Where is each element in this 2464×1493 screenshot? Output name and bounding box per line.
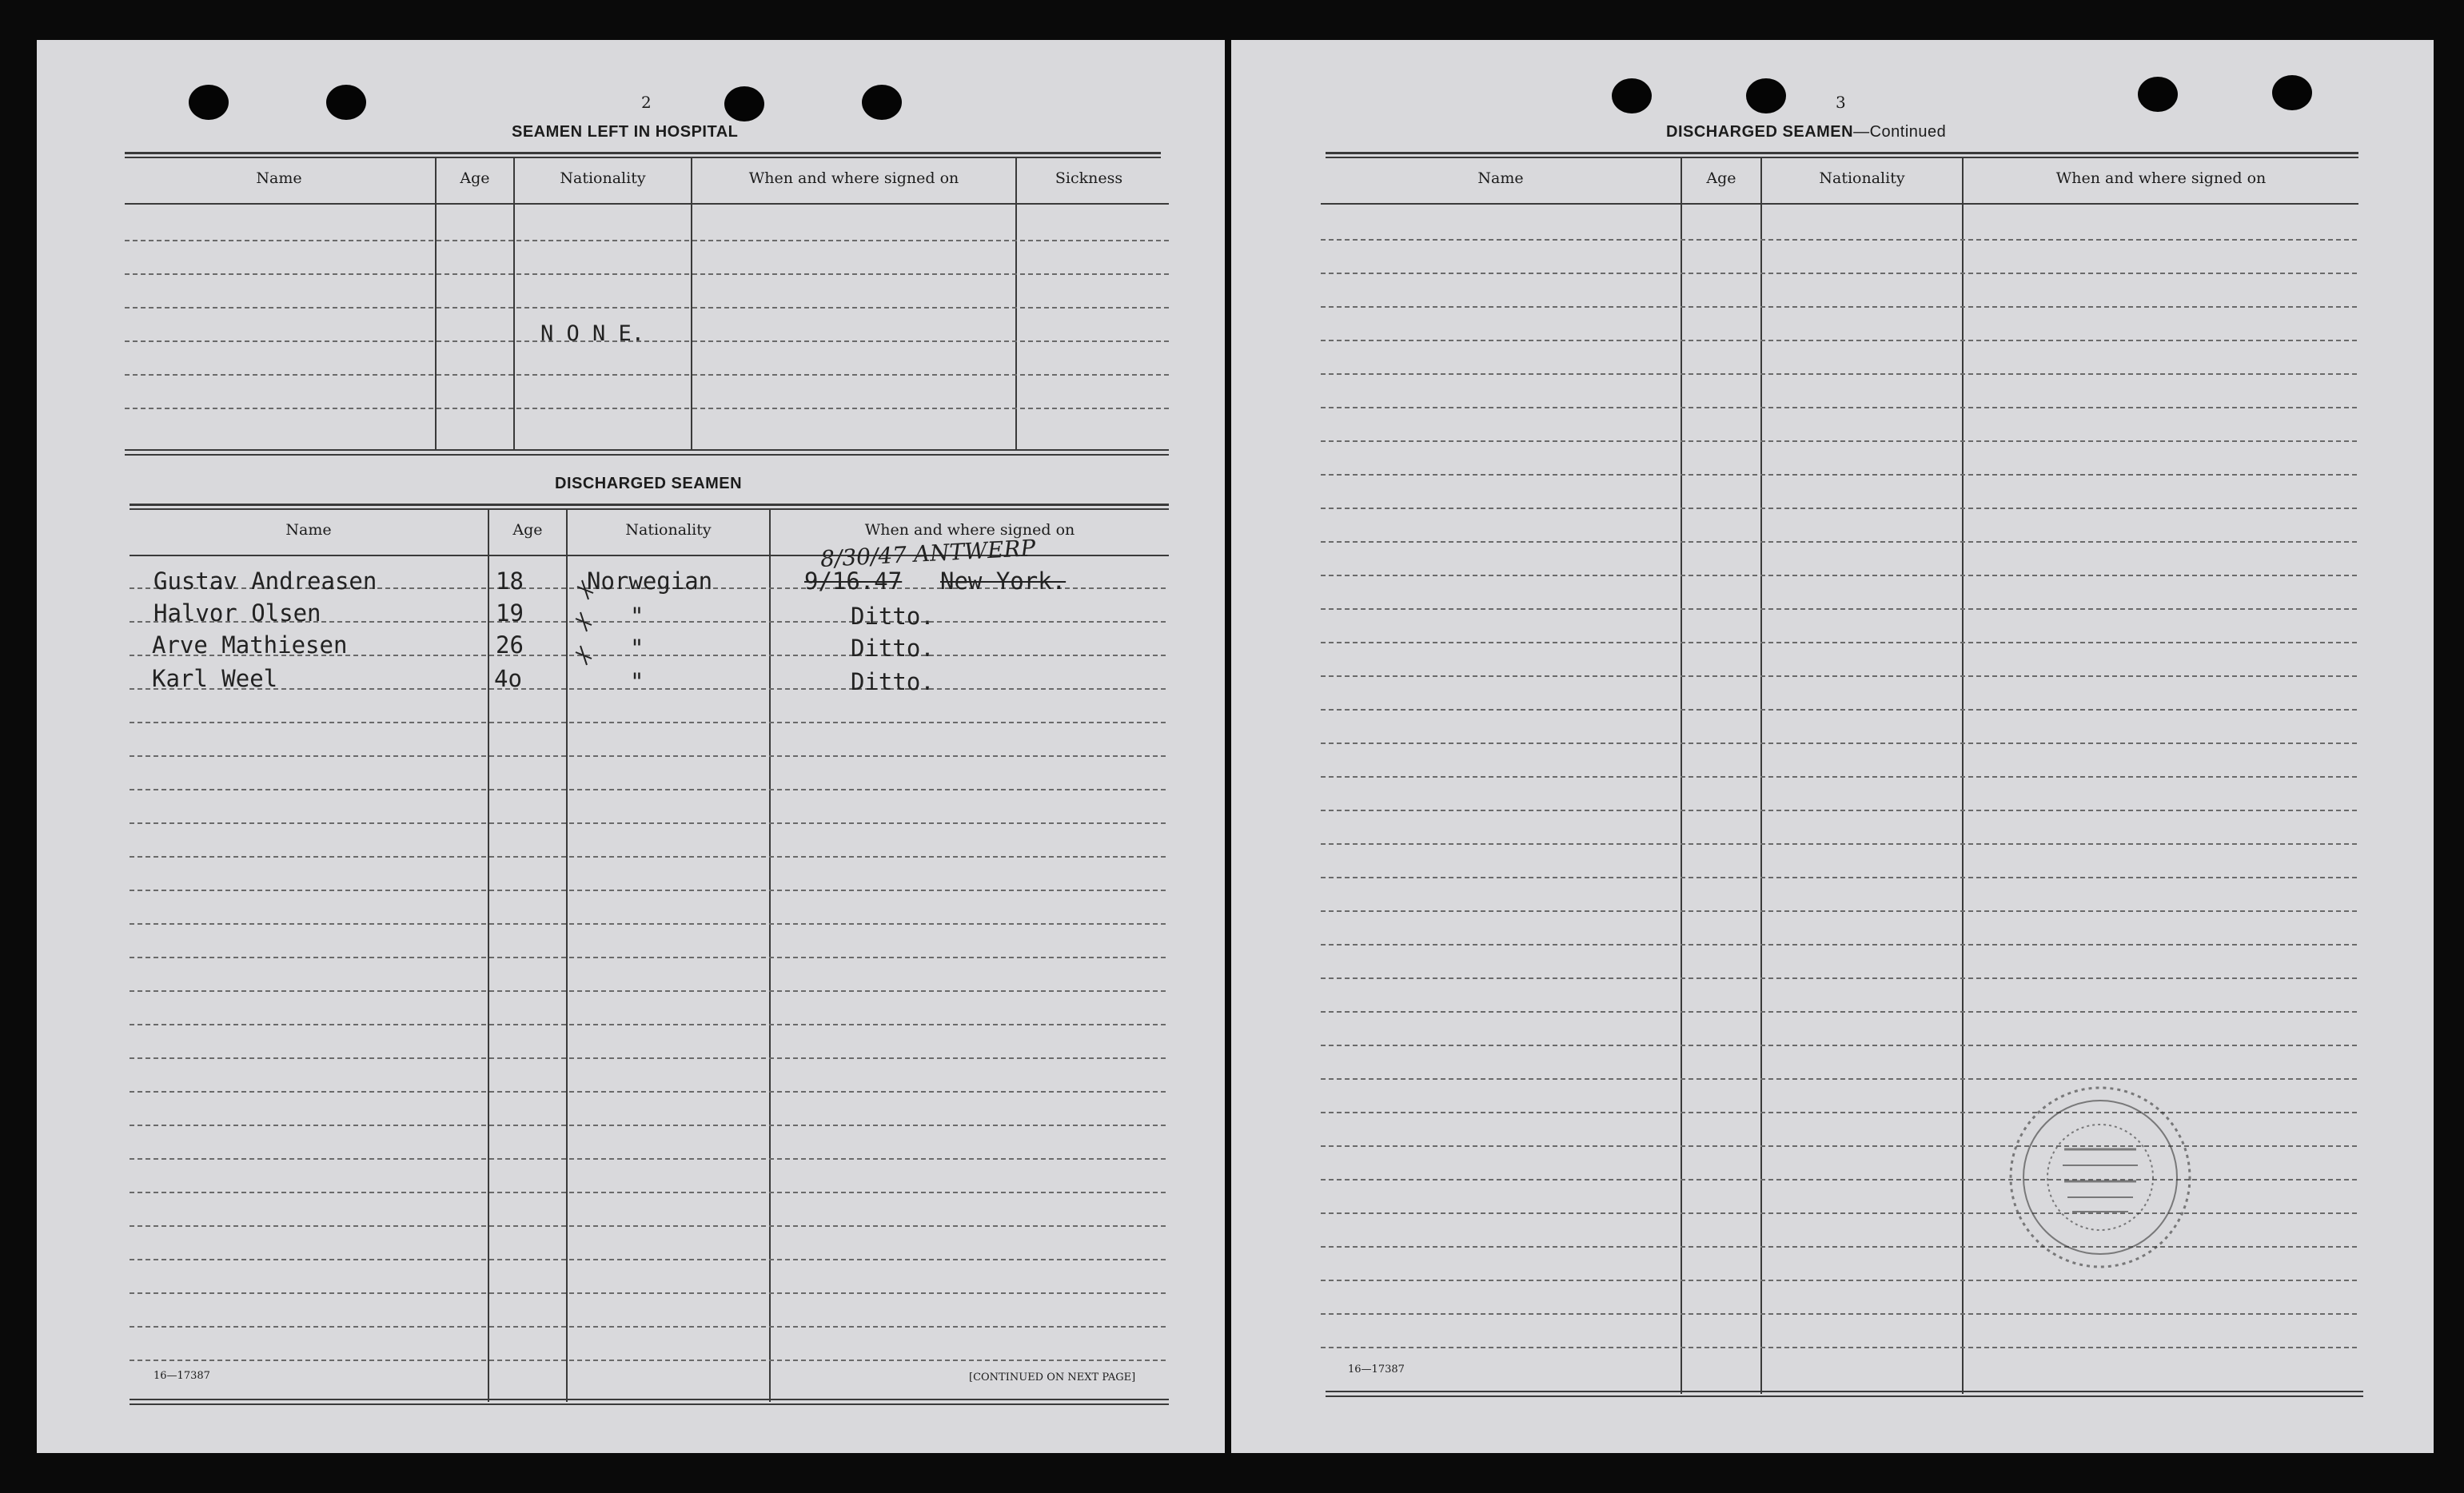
continued-section-title: DISCHARGED SEAMEN—Continued [1666, 123, 1947, 141]
discharged-col-name: Name [285, 521, 332, 539]
seaman-nationality: " [630, 668, 644, 695]
left-page [37, 40, 1225, 1453]
page-number: 3 [1836, 93, 1846, 112]
seaman-name: Halvor Olsen [154, 599, 321, 627]
hospital-col-nationality: Nationality [560, 169, 646, 187]
page-number: 2 [641, 93, 652, 112]
seaman-nationality: " [630, 635, 644, 662]
seaman-name: Karl Weel [152, 665, 278, 692]
signed-on-ditto: Ditto. [851, 668, 935, 695]
dashed-ruling [37, 40, 1225, 1453]
continued-col-signed-on: When and where signed on [2055, 169, 2267, 187]
seaman-name: Gustav Andreasen [154, 567, 377, 595]
signed-on-ditto: Ditto. [851, 635, 935, 662]
seaman-age: 26 [496, 631, 524, 659]
hospital-none-entry: N O N E. [540, 321, 645, 346]
discharged-section-title: DISCHARGED SEAMEN [555, 475, 743, 492]
hospital-section-title: SEAMEN LEFT IN HOSPITAL [512, 123, 739, 141]
received-date-stamp [2000, 1077, 2200, 1277]
signed-on-place-struck: New York. [940, 567, 1067, 595]
right-page [1231, 40, 2434, 1453]
seaman-age: 4o [494, 665, 522, 692]
discharged-col-signed-on: When and where signed on [864, 521, 1075, 539]
hospital-col-sickness: Sickness [1055, 169, 1123, 187]
continued-note: [CONTINUED ON NEXT PAGE] [969, 1372, 1136, 1384]
continued-col-nationality: Nationality [1819, 169, 1905, 187]
seaman-nationality: " [630, 603, 644, 630]
hospital-col-age: Age [460, 169, 490, 187]
seaman-age: 19 [496, 599, 524, 627]
dashed-ruling [1231, 40, 2434, 1453]
discharged-col-age: Age [512, 521, 543, 539]
seaman-age: 18 [496, 567, 524, 595]
hospital-col-name: Name [256, 169, 302, 187]
seaman-name: Arve Mathiesen [152, 631, 348, 659]
seaman-nationality: Norwegian [587, 567, 713, 595]
continued-col-name: Name [1477, 169, 1524, 187]
handwritten-correction: 8/30/47 ANTWERP [819, 534, 1037, 573]
form-number: 16—17387 [154, 1370, 210, 1382]
hospital-col-signed-on: When and where signed on [748, 169, 959, 187]
signed-on-ditto: Ditto. [851, 603, 935, 630]
discharged-col-nationality: Nationality [625, 521, 712, 539]
signed-on-date-struck: 9/16.47 [804, 567, 903, 595]
form-number: 16—17387 [1348, 1364, 1405, 1376]
continued-col-age: Age [1706, 169, 1736, 187]
